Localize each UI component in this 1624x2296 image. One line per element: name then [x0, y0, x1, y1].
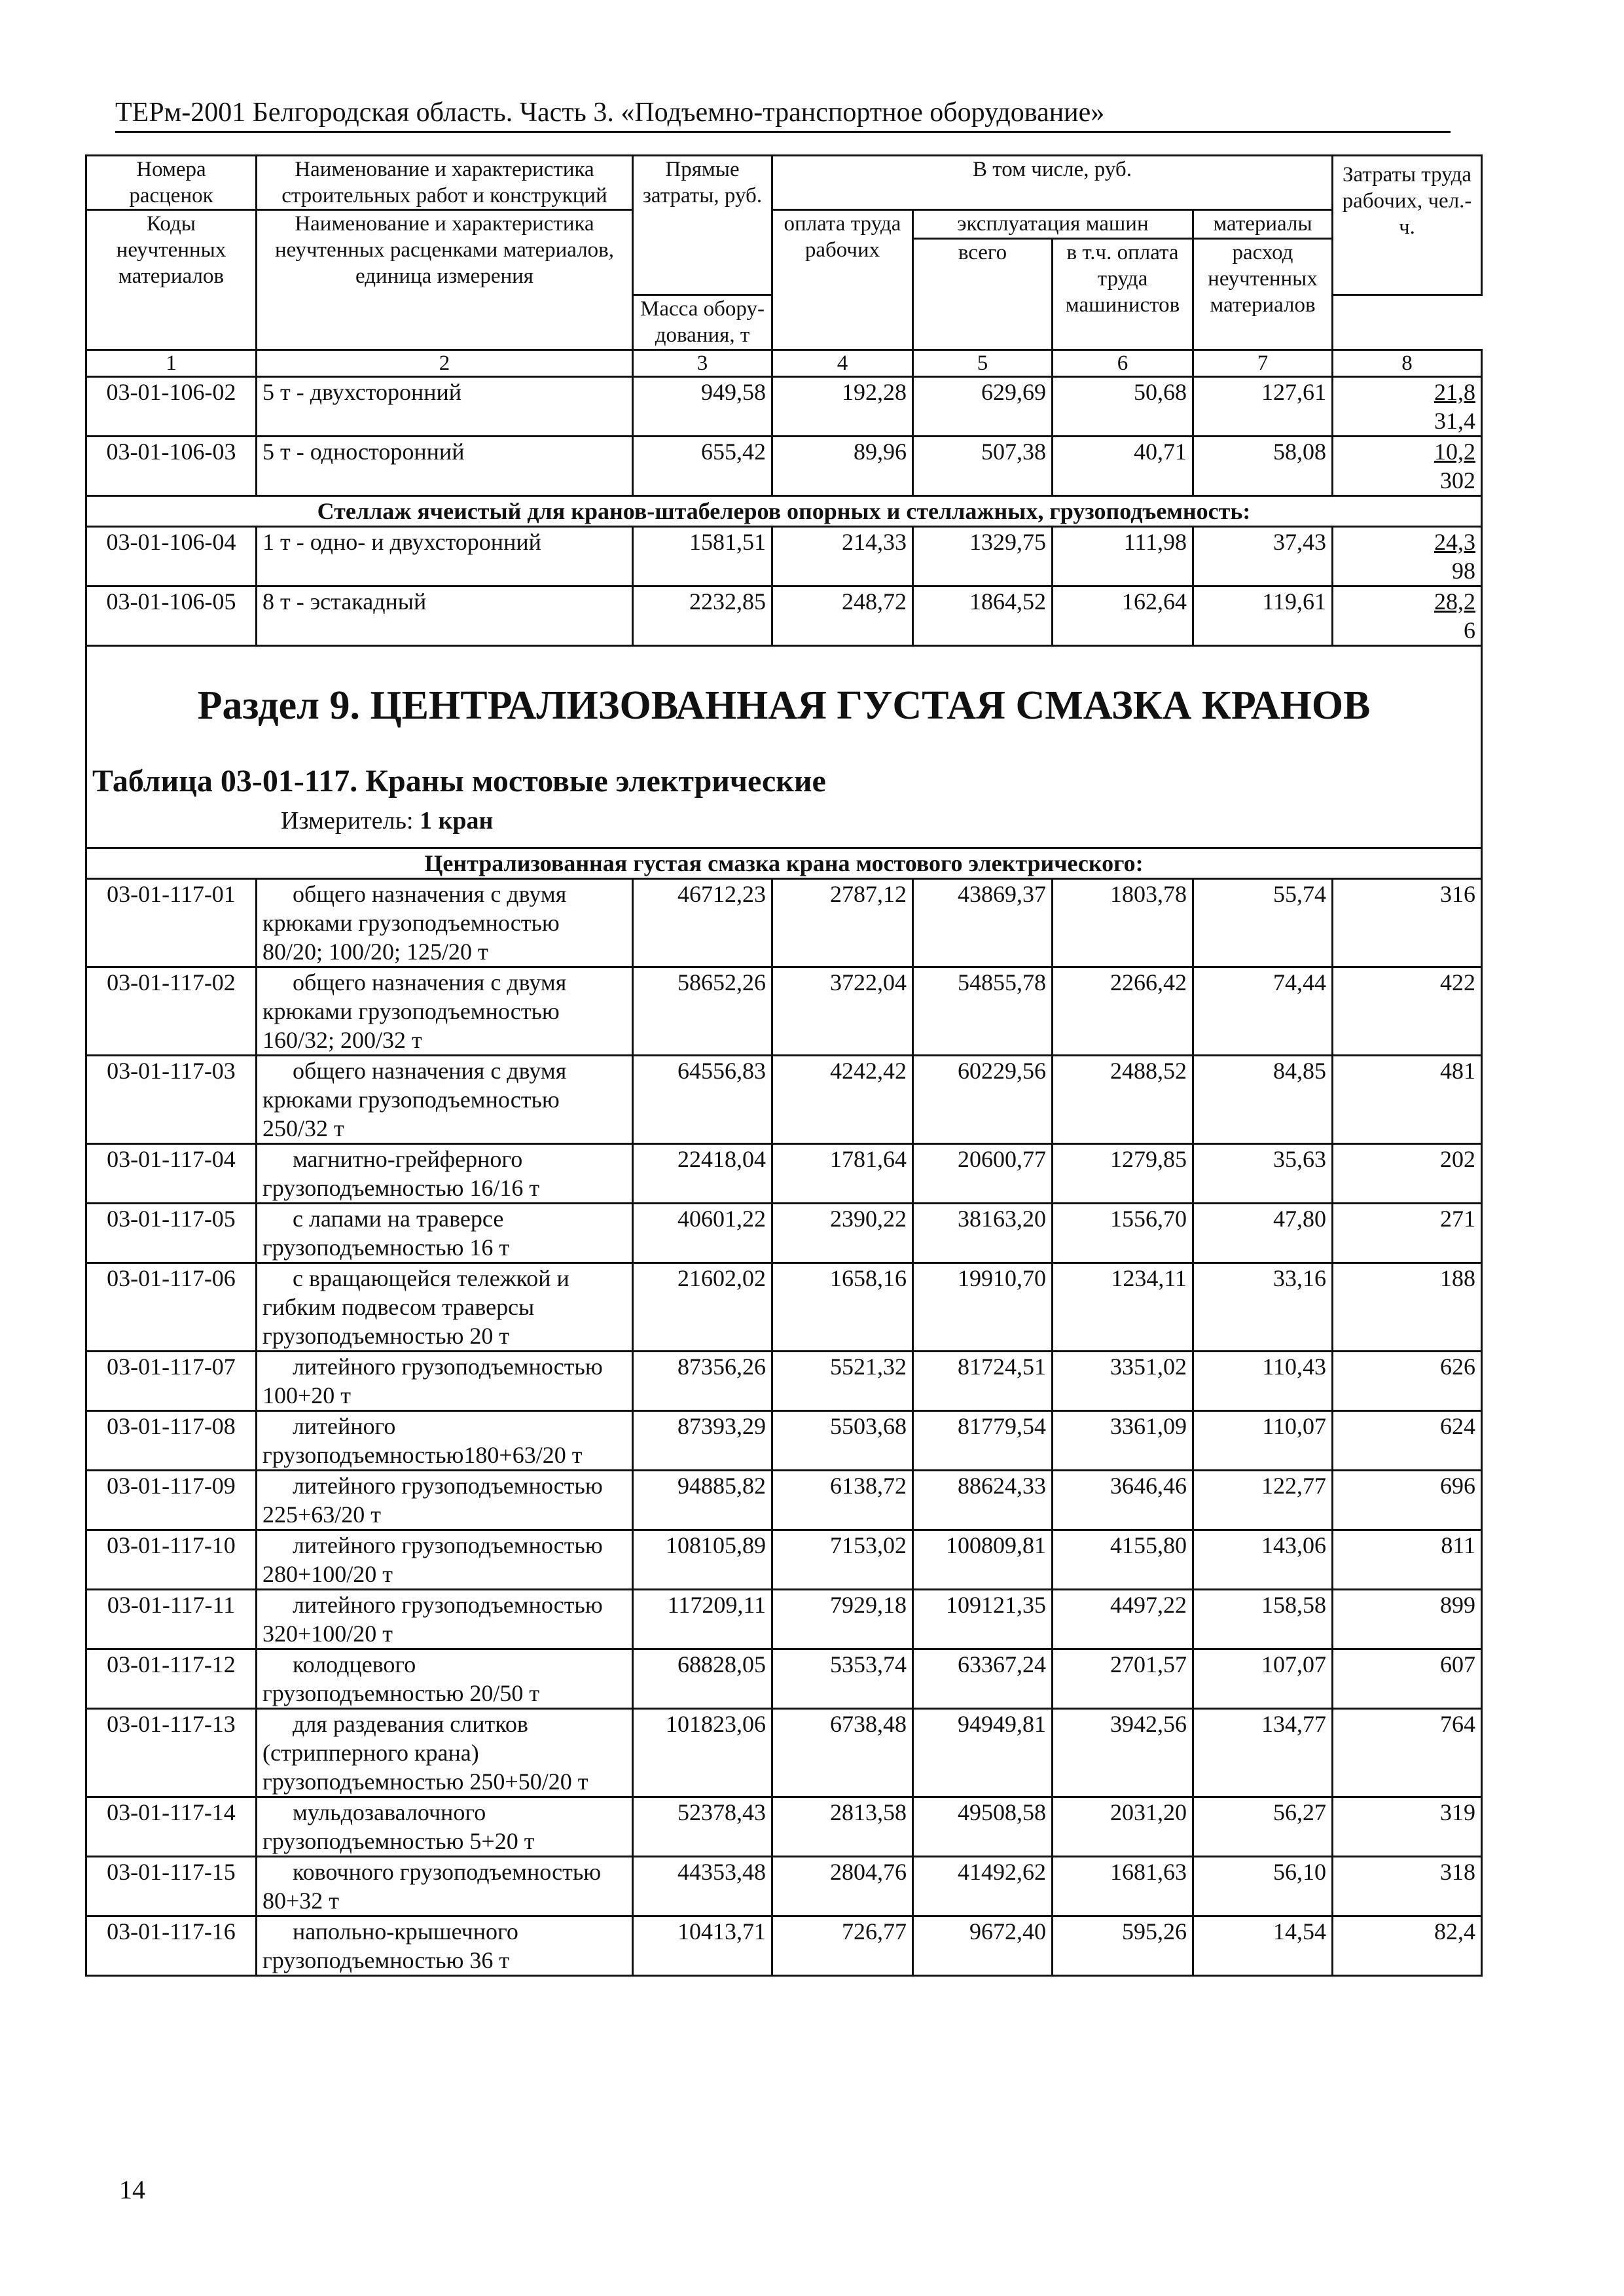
work-name-line: грузоподъемностью 5+20 т — [262, 1828, 535, 1854]
table-row — [86, 1056, 1482, 1144]
work-name: 5 т - односторонний — [257, 437, 633, 496]
work-name — [257, 1590, 633, 1649]
work-name — [257, 1204, 633, 1263]
machines-header: эксплуатация машин — [913, 210, 1193, 239]
machine-cost: 63367,24 — [913, 1649, 1053, 1709]
group-heading-row — [86, 848, 1482, 879]
work-name-line: гибким подвесом траверсы — [262, 1294, 535, 1320]
work-name-line: грузоподъемностью180+63/20 т — [262, 1442, 583, 1468]
materials-cost: 143,06 — [1193, 1530, 1333, 1590]
col1-header-top: Номера расценок — [86, 156, 257, 210]
machine-cost: 19910,70 — [913, 1263, 1053, 1352]
machinist-pay: 3361,09 — [1053, 1411, 1193, 1471]
equipment-mass: 98 — [1452, 558, 1476, 584]
materials-cost: 84,85 — [1193, 1056, 1333, 1144]
direct-cost: 40601,22 — [633, 1204, 772, 1263]
labor-pay: 248,72 — [772, 586, 913, 646]
machine-cost: 507,38 — [913, 437, 1053, 496]
work-name-line: 100+20 т — [262, 1382, 352, 1408]
labor-pay: 7153,02 — [772, 1530, 913, 1590]
section-title: Раздел 9. ЦЕНТРАЛИЗОВАННАЯ ГУСТАЯ СМАЗКА КРАНОВ — [197, 683, 1371, 728]
work-name-line: общего назначения с двумя — [293, 1058, 567, 1084]
col1-header-bottom: Коды неучтенных материалов — [86, 210, 257, 350]
rate-code: 03-01-117-08 — [86, 1411, 257, 1471]
machine-cost: 81724,51 — [913, 1352, 1053, 1411]
labor-hours: 271 — [1333, 1204, 1482, 1263]
section-header — [86, 646, 1482, 848]
direct-cost: 2232,85 — [633, 586, 772, 646]
direct-cost: 21602,02 — [633, 1263, 772, 1352]
work-name — [257, 1797, 633, 1857]
labor-hours: 422 — [1333, 967, 1482, 1056]
labor-pay: 7929,18 — [772, 1590, 913, 1649]
machine-cost: 9672,40 — [913, 1916, 1053, 1976]
materials-cost: 56,10 — [1193, 1857, 1333, 1916]
direct-cost: 68828,05 — [633, 1649, 772, 1709]
table-row — [86, 437, 1482, 496]
work-name-line: общего назначения с двумя — [293, 969, 567, 996]
labor-hours: 28,2 — [1434, 588, 1476, 615]
table-row — [86, 1411, 1482, 1471]
labor-hours: 318 — [1333, 1857, 1482, 1916]
table-row — [86, 586, 1482, 646]
group-heading: Стеллаж ячеистый для кранов-штабелеров опорных и стеллажных, грузоподъемность: — [86, 496, 1482, 527]
column-number: 2 — [257, 350, 633, 377]
materials-cost: 110,07 — [1193, 1411, 1333, 1471]
rate-code: 03-01-117-04 — [86, 1144, 257, 1204]
labor-pay: 2804,76 — [772, 1857, 913, 1916]
machinist-pay: 4497,22 — [1053, 1590, 1193, 1649]
work-name-line: ковочного грузоподъемностью — [293, 1859, 602, 1885]
labor-pay: 5353,74 — [772, 1649, 913, 1709]
work-name-line: литейного — [293, 1413, 396, 1439]
equipment-mass: 31,4 — [1434, 408, 1476, 434]
direct-cost: 52378,43 — [633, 1797, 772, 1857]
direct-cost: 655,42 — [633, 437, 772, 496]
work-name-line: с лапами на траверсе — [293, 1206, 504, 1232]
work-name — [257, 1916, 633, 1976]
labor-pay: 1658,16 — [772, 1263, 913, 1352]
work-name-line: 280+100/20 т — [262, 1561, 393, 1587]
machinist-pay: 3646,46 — [1053, 1471, 1193, 1530]
labor-pay: 2787,12 — [772, 879, 913, 967]
labor-hours: 10,2 — [1434, 439, 1476, 465]
rate-code: 03-01-106-02 — [86, 377, 257, 437]
rate-code: 03-01-117-13 — [86, 1709, 257, 1797]
column-number-row — [86, 350, 1482, 377]
materials-cost: 35,63 — [1193, 1144, 1333, 1204]
rate-code: 03-01-117-01 — [86, 879, 257, 967]
rate-code: 03-01-106-04 — [86, 527, 257, 586]
labor-hours: 82,4 — [1333, 1916, 1482, 1976]
column-number: 4 — [772, 350, 913, 377]
machine-cost: 94949,81 — [913, 1709, 1053, 1797]
machinist-pay: 2031,20 — [1053, 1797, 1193, 1857]
rate-code: 03-01-117-02 — [86, 967, 257, 1056]
work-name-line: напольно-крышечного — [293, 1918, 518, 1945]
labor-pay: 192,28 — [772, 377, 913, 437]
labor-hours: 624 — [1333, 1411, 1482, 1471]
work-name — [257, 1263, 633, 1352]
machine-cost: 88624,33 — [913, 1471, 1053, 1530]
work-name — [257, 1649, 633, 1709]
machinist-pay: 50,68 — [1053, 377, 1193, 437]
labor-pay: 2813,58 — [772, 1797, 913, 1857]
machine-cost: 54855,78 — [913, 967, 1053, 1056]
machinist-pay: 2488,52 — [1053, 1056, 1193, 1144]
direct-cost: 87393,29 — [633, 1411, 772, 1471]
direct-cost: 87356,26 — [633, 1352, 772, 1411]
direct-cost: 46712,23 — [633, 879, 772, 967]
materials-cost: 58,08 — [1193, 437, 1333, 496]
machine-cost: 60229,56 — [913, 1056, 1053, 1144]
work-name-line: крюками грузоподъемностью — [262, 910, 560, 936]
work-name-line: для раздевания слитков — [293, 1711, 528, 1737]
table-row — [86, 377, 1482, 437]
running-header: ТЕРм-2001 Белгородская область. Часть 3. «Подъемно-транспортное оборудование» — [115, 96, 1451, 133]
machinist-pay: 162,64 — [1053, 586, 1193, 646]
work-name-line: 160/32; 200/32 т — [262, 1027, 422, 1053]
work-name-line: крюками грузоподъемностью — [262, 998, 560, 1024]
table-row — [86, 967, 1482, 1056]
machine-cost: 43869,37 — [913, 879, 1053, 967]
rate-code: 03-01-117-15 — [86, 1857, 257, 1916]
machinist-pay: 2266,42 — [1053, 967, 1193, 1056]
direct-cost: 1581,51 — [633, 527, 772, 586]
materials-cost: 107,07 — [1193, 1649, 1333, 1709]
rate-code: 03-01-117-06 — [86, 1263, 257, 1352]
col3-header: Прямые затраты, руб. — [633, 156, 772, 295]
measure-value: 1 кран — [420, 807, 494, 834]
machine-cost: 100809,81 — [913, 1530, 1053, 1590]
machinist-pay: 595,26 — [1053, 1916, 1193, 1976]
work-name-line: колодцевого — [293, 1651, 416, 1677]
work-name-line: литейного грузоподъемностью — [293, 1532, 603, 1558]
machine-cost: 38163,20 — [913, 1204, 1053, 1263]
work-name-line: грузоподъемностью 20/50 т — [262, 1680, 540, 1706]
labor-pay: 89,96 — [772, 437, 913, 496]
materials-cost: 110,43 — [1193, 1352, 1333, 1411]
work-name — [257, 1471, 633, 1530]
labor-hours: 607 — [1333, 1649, 1482, 1709]
labor-hours: 481 — [1333, 1056, 1482, 1144]
labor-hours: 24,3 — [1434, 529, 1476, 555]
column-number: 7 — [1193, 350, 1333, 377]
work-name — [257, 1411, 633, 1471]
table-row — [86, 1352, 1482, 1411]
machine-cost: 49508,58 — [913, 1797, 1053, 1857]
materials-cost: 14,54 — [1193, 1916, 1333, 1976]
page-number: 14 — [119, 2175, 145, 2204]
work-name-line: грузоподъемностью 16/16 т — [262, 1175, 540, 1201]
machinist-pay: 40,71 — [1053, 437, 1193, 496]
col2-header-top: Наименование и характеристика строительных работ и конструкций — [257, 156, 633, 210]
machine-cost: 1329,75 — [913, 527, 1053, 586]
col7-header: расход неучтенных материалов — [1193, 239, 1333, 350]
labor-hours-mass — [1333, 527, 1482, 586]
machine-cost: 109121,35 — [913, 1590, 1053, 1649]
table-row — [86, 1590, 1482, 1649]
work-name — [257, 1144, 633, 1204]
labor-hours-mass — [1333, 586, 1482, 646]
direct-cost: 117209,11 — [633, 1590, 772, 1649]
table-row — [86, 527, 1482, 586]
labor-pay: 726,77 — [772, 1916, 913, 1976]
labor-hours: 899 — [1333, 1590, 1482, 1649]
section-header-row — [86, 646, 1482, 848]
header-row-2 — [86, 210, 1482, 239]
measure-line — [92, 805, 1475, 836]
table-body — [86, 156, 1482, 1976]
labor-pay: 5521,32 — [772, 1352, 913, 1411]
rate-code: 03-01-106-03 — [86, 437, 257, 496]
work-name-line: грузоподъемностью 36 т — [262, 1947, 510, 1973]
rate-code: 03-01-117-11 — [86, 1590, 257, 1649]
work-name-line: литейного грузоподъемностью — [293, 1592, 603, 1618]
col8-header-bottom: Масса обору-дования, т — [633, 295, 772, 350]
materials-cost: 127,61 — [1193, 377, 1333, 437]
col6-header: в т.ч. оплата труда машинистов — [1053, 239, 1193, 350]
table-title: Таблица 03-01-117. Краны мостовые электрические — [92, 764, 826, 798]
table-row — [86, 1649, 1482, 1709]
materials-cost: 55,74 — [1193, 879, 1333, 967]
work-name-line: 250/32 т — [262, 1115, 344, 1141]
table-row — [86, 1709, 1482, 1797]
materials-header: материалы — [1193, 210, 1333, 239]
labor-pay: 3722,04 — [772, 967, 913, 1056]
rate-code: 03-01-117-05 — [86, 1204, 257, 1263]
work-name — [257, 1530, 633, 1590]
labor-hours: 696 — [1333, 1471, 1482, 1530]
work-name-line: общего назначения с двумя — [293, 881, 567, 907]
labor-pay: 5503,68 — [772, 1411, 913, 1471]
work-name — [257, 879, 633, 967]
labor-hours-mass — [1333, 437, 1482, 496]
table-row — [86, 1797, 1482, 1857]
materials-cost: 33,16 — [1193, 1263, 1333, 1352]
labor-hours: 764 — [1333, 1709, 1482, 1797]
rate-code: 03-01-117-16 — [86, 1916, 257, 1976]
col2-header-bottom: Наименование и характеристика неучтенных расценками материалов, единица измерения — [257, 210, 633, 350]
work-name-line: грузоподъемностью 20 т — [262, 1323, 510, 1349]
incl-header: В том числе, руб. — [772, 156, 1333, 210]
price-table — [85, 154, 1483, 1977]
direct-cost: 58652,26 — [633, 967, 772, 1056]
machine-cost: 629,69 — [913, 377, 1053, 437]
work-name: 5 т - двухсторонний — [257, 377, 633, 437]
labor-hours: 319 — [1333, 1797, 1482, 1857]
work-name-line: 80/20; 100/20; 125/20 т — [262, 939, 488, 965]
machinist-pay: 1803,78 — [1053, 879, 1193, 967]
table-row — [86, 1471, 1482, 1530]
labor-hours: 626 — [1333, 1352, 1482, 1411]
labor-hours-mass — [1333, 377, 1482, 437]
materials-cost: 134,77 — [1193, 1709, 1333, 1797]
labor-hours: 811 — [1333, 1530, 1482, 1590]
labor-hours: 316 — [1333, 879, 1482, 967]
measure-label: Измеритель: — [281, 807, 414, 834]
machinist-pay: 2701,57 — [1053, 1649, 1193, 1709]
column-number: 3 — [633, 350, 772, 377]
equipment-mass: 302 — [1440, 467, 1476, 493]
table-row — [86, 1144, 1482, 1204]
direct-cost: 949,58 — [633, 377, 772, 437]
rate-code: 03-01-117-03 — [86, 1056, 257, 1144]
machinist-pay: 4155,80 — [1053, 1530, 1193, 1590]
work-name — [257, 967, 633, 1056]
machinist-pay: 1279,85 — [1053, 1144, 1193, 1204]
rate-code: 03-01-117-09 — [86, 1471, 257, 1530]
equipment-mass: 6 — [1464, 617, 1476, 643]
materials-cost: 37,43 — [1193, 527, 1333, 586]
table-row — [86, 1916, 1482, 1976]
labor-pay: 6738,48 — [772, 1709, 913, 1797]
work-name-line: (стрипперного крана) — [262, 1740, 479, 1766]
table-row — [86, 1204, 1482, 1263]
machinist-pay: 3942,56 — [1053, 1709, 1193, 1797]
work-name-line: с вращающейся тележкой и — [293, 1265, 569, 1291]
work-name-line: литейного грузоподъемностью — [293, 1473, 603, 1499]
group-heading-row — [86, 496, 1482, 527]
direct-cost: 101823,06 — [633, 1709, 772, 1797]
materials-cost: 56,27 — [1193, 1797, 1333, 1857]
materials-cost: 119,61 — [1193, 586, 1333, 646]
machinist-pay: 1681,63 — [1053, 1857, 1193, 1916]
direct-cost: 44353,48 — [633, 1857, 772, 1916]
labor-pay: 214,33 — [772, 527, 913, 586]
materials-cost: 47,80 — [1193, 1204, 1333, 1263]
col5-header: всего — [913, 239, 1053, 350]
work-name — [257, 1352, 633, 1411]
rate-code: 03-01-117-14 — [86, 1797, 257, 1857]
direct-cost: 64556,83 — [633, 1056, 772, 1144]
rate-code: 03-01-117-10 — [86, 1530, 257, 1590]
labor-hours: 21,8 — [1434, 379, 1476, 405]
direct-cost: 10413,71 — [633, 1916, 772, 1976]
column-number: 1 — [86, 350, 257, 377]
machine-cost: 41492,62 — [913, 1857, 1053, 1916]
table-row — [86, 1530, 1482, 1590]
column-number: 8 — [1333, 350, 1482, 377]
work-name: 8 т - эстакадный — [257, 586, 633, 646]
machine-cost: 81779,54 — [913, 1411, 1053, 1471]
machinist-pay: 1556,70 — [1053, 1204, 1193, 1263]
machinist-pay: 111,98 — [1053, 527, 1193, 586]
materials-cost: 158,58 — [1193, 1590, 1333, 1649]
rate-code: 03-01-106-05 — [86, 586, 257, 646]
work-name-line: грузоподъемностью 250+50/20 т — [262, 1768, 588, 1795]
labor-pay: 6138,72 — [772, 1471, 913, 1530]
work-name-line: 80+32 т — [262, 1888, 340, 1914]
table-row — [86, 879, 1482, 967]
work-name-line: магнитно-грейферного — [293, 1146, 523, 1172]
work-name-line: мульдозавалочного — [293, 1799, 486, 1825]
direct-cost: 108105,89 — [633, 1530, 772, 1590]
column-number: 6 — [1053, 350, 1193, 377]
work-name-line: литейного грузоподъемностью — [293, 1354, 603, 1380]
col8-header-top: Затраты труда рабочих, чел.-ч. — [1333, 156, 1482, 295]
work-name: 1 т - одно- и двухсторонний — [257, 527, 633, 586]
work-name — [257, 1056, 633, 1144]
work-name-line: крюками грузоподъемностью — [262, 1086, 560, 1113]
work-name-line: грузоподъемностью 16 т — [262, 1234, 510, 1261]
work-name-line: 225+63/20 т — [262, 1501, 382, 1528]
machinist-pay: 3351,02 — [1053, 1352, 1193, 1411]
materials-cost: 122,77 — [1193, 1471, 1333, 1530]
labor-hours: 188 — [1333, 1263, 1482, 1352]
labor-hours: 202 — [1333, 1144, 1482, 1204]
materials-cost: 74,44 — [1193, 967, 1333, 1056]
group-heading: Централизованная густая смазка крана мостового электрического: — [86, 848, 1482, 879]
direct-cost: 94885,82 — [633, 1471, 772, 1530]
machine-cost: 1864,52 — [913, 586, 1053, 646]
rate-code: 03-01-117-12 — [86, 1649, 257, 1709]
table-row — [86, 1263, 1482, 1352]
labor-pay: 1781,64 — [772, 1144, 913, 1204]
labor-pay: 2390,22 — [772, 1204, 913, 1263]
rate-code: 03-01-117-07 — [86, 1352, 257, 1411]
col4-header: оплата труда рабочих — [772, 210, 913, 350]
machine-cost: 20600,77 — [913, 1144, 1053, 1204]
work-name — [257, 1709, 633, 1797]
column-number: 5 — [913, 350, 1053, 377]
table-row — [86, 1857, 1482, 1916]
work-name — [257, 1857, 633, 1916]
header-row-1 — [86, 156, 1482, 210]
machinist-pay: 1234,11 — [1053, 1263, 1193, 1352]
work-name-line: 320+100/20 т — [262, 1621, 393, 1647]
direct-cost: 22418,04 — [633, 1144, 772, 1204]
labor-pay: 4242,42 — [772, 1056, 913, 1144]
